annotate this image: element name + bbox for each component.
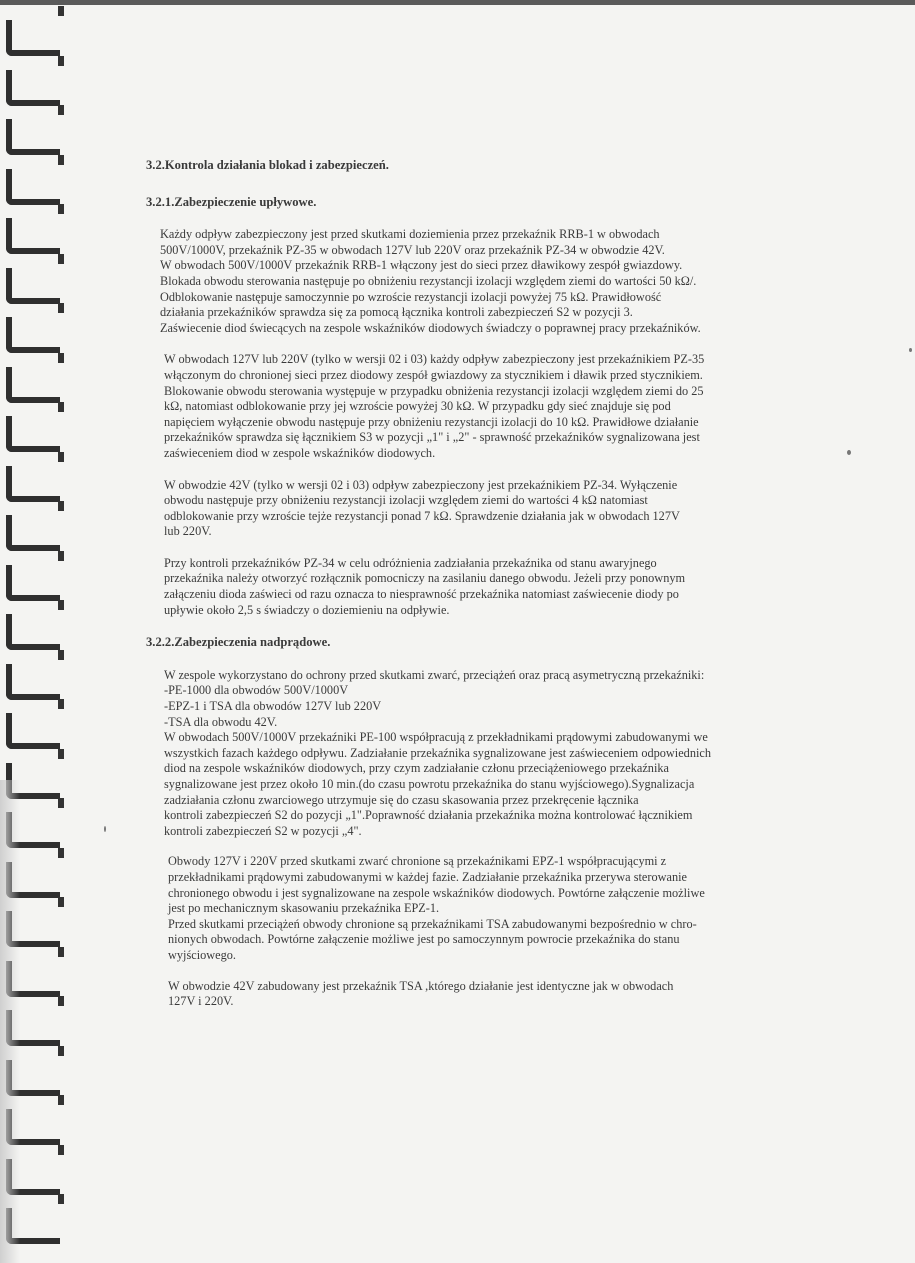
paragraph-overcurrent-2: Obwody 127V i 220V przed skutkami zwarć chronione są przekaźnikami EPZ-1 współpracującymi z przekładnikami prądowymi zabudowanymi w każdej fazie. Zadziałanie przekaźnika przerywa sterowanie chronionego obwodu i jest sygnalizowane na zespole wskaźników diodowych. Powtórne załączenie możliwe jest po mechanicznym skasowaniu przekaźnika EPZ-1. Przed skutkami przeciążeń obwody chronione są przekaźnikami TSA zabudowanymi bezpośrednio w chro- nionych obwodach. Powtórne załączenie możliwe jest po samoczynnym powrocie przekaźnika do stanu wyjściowego.	[168, 854, 705, 962]
binding-ring	[6, 317, 60, 353]
scan-speck	[104, 826, 106, 832]
binding-ring	[6, 515, 60, 551]
scan-speck	[909, 348, 912, 352]
binding-ring	[6, 664, 60, 700]
binding-ring	[6, 119, 60, 155]
binding-ring	[6, 565, 60, 601]
binding-ring	[6, 713, 60, 749]
binding-ring	[6, 614, 60, 650]
document-page	[146, 158, 846, 1010]
page-edge-shadow	[0, 780, 20, 1263]
scan-speck	[847, 450, 851, 455]
paragraph-overcurrent-1: W zespole wykorzystano do ochrony przed skutkami zwarć, przeciążeń oraz pracą asymetryczną przekaźniki: -PE-1000 dla obwodów 500V/1000V -EPZ-1 i TSA dla obwodów 127V lub 220V -TSA dla obwodu 42V. W obwodach 500V/1000V przekaźniki PE-100 współpracują z przekładnikami prądowymi zabudowanymi we wszystkich fazach każdego odpływu. Zadziałanie przekaźnika sygnalizowane jest zaświeceniem odpowiednich diod na zespole wskaźników diodowych, przy czym zadziałanie członu przeciążeniowego przekaźnika sygnalizowane jest przez około 10 min.(do czasu powrotu przekaźnika do stanu wyjściowego).Sygnalizacja zadziałania członu zwarciowego utrzymuje się do czasu skasowania przez przekręcenie łącznika kontroli zabezpieczeń S2 do pozycji „1".Poprawność działania przekaźnika można kontrolować łącznikiem kontroli zabezpieczeń S2 w pozycji „4".	[164, 667, 711, 838]
overcurrent-body	[164, 668, 846, 1010]
subsection-heading-leakage: 3.2.1.Zabezpieczenie upływowe.	[146, 194, 317, 209]
binding-ring	[6, 367, 60, 403]
subsection-heading-overcurrent: 3.2.2.Zabezpieczenia nadprądowe.	[146, 635, 331, 650]
paragraph-leakage-4: Przy kontroli przekaźników PZ-34 w celu odróżnienia zadziałania przekaźnika od stanu awaryjnego przekaźnika należy otworzyć rozłącznik pomocniczy na zasilaniu danego obwodu. Jeżeli przy ponownym załączeniu dioda zaświeci od razu oznacza to niesprawność przekaźnika natomiast zaświecenie diody po upływie około 2,5 s świadczy o doziemieniu na odpływie.	[164, 555, 686, 617]
binding-ring	[6, 20, 60, 56]
paragraph-leakage-2: W obwodach 127V lub 220V (tylko w wersji 02 i 03) każdy odpływ zabezpieczony jest przekaźnikiem PZ-35 włączonym do chronionej sieci przez diodowy zespół gwiazdowy za stycznikiem i dławik przed stycznikiem. Blokowanie obwodu sterowania występuje w przypadku obniżenia rezystancji izolacji względem ziemi do 25 kΩ, natomiast odblokowanie przy jej wzroście powyżej 30 kΩ. W przypadku gdy sieć znajduje się pod napięciem wyłączenie obwodu następuje przy obniżeniu rezystancji izolacji do 10 kΩ. Prawidłowe działanie przekaźników sprawdza się łącznikiem S3 w pozycji „1" i „2" - sprawność przekaźników sygnalizowana jest zaświeceniem diod w zespole wskaźników diodowych.	[164, 352, 705, 460]
scan-top-edge	[0, 0, 915, 5]
binding-ring	[6, 70, 60, 106]
binding-ring	[6, 466, 60, 502]
paragraph-overcurrent-3: W obwodzie 42V zabudowany jest przekaźnik TSA ,którego działanie jest identyczne jak w obwodach 127V i 220V.	[168, 978, 674, 1009]
binding-ring	[6, 416, 60, 452]
binding-ring	[6, 169, 60, 205]
binding-ring	[6, 268, 60, 304]
section-heading: 3.2.Kontrola działania blokad i zabezpieczeń.	[146, 158, 389, 172]
paragraph-leakage-3: W obwodzie 42V (tylko w wersji 02 i 03) odpływ zabezpieczony jest przekaźnikiem PZ-34. Wyłączenie obwodu następuje przy obniżeniu rezystancji izolacji względem ziemi do wartości 4 kΩ natomiast odblokowanie przy wzroście tejże rezystancji ponad 7 kΩ. Sprawdzenie działania jak w obwodach 127V lub 220V.	[164, 477, 680, 539]
paragraph-leakage-1: Każdy odpływ zabezpieczony jest przed skutkami doziemienia przez przekaźnik RRB-1 w obwodach 500V/1000V, przekaźnik PZ-35 w obwodach 127V lub 220V oraz przekaźnik PZ-34 w obwodzie 42V. W obwodach 500V/1000V przekaźnik RRB-1 włączony jest do sieci przez dławikowy zespół gwiazdowy. Blokada obwodu sterowania następuje po obniżeniu rezystancji izolacji względem ziemi do wartości 50 kΩ/. Odblokowanie następuje samoczynnie po wzroście rezystancji izolacji powyżej 75 kΩ. Prawidłowość działania przekaźników sprawdza się za pomocą łącznika kontroli zabezpieczeń S2 w pozycji 3. Zaświecenie diod świecących na zespole wskaźników diodowych świadczy o poprawnej pracy przekaźników.	[160, 227, 701, 335]
binding-ring	[6, 218, 60, 254]
